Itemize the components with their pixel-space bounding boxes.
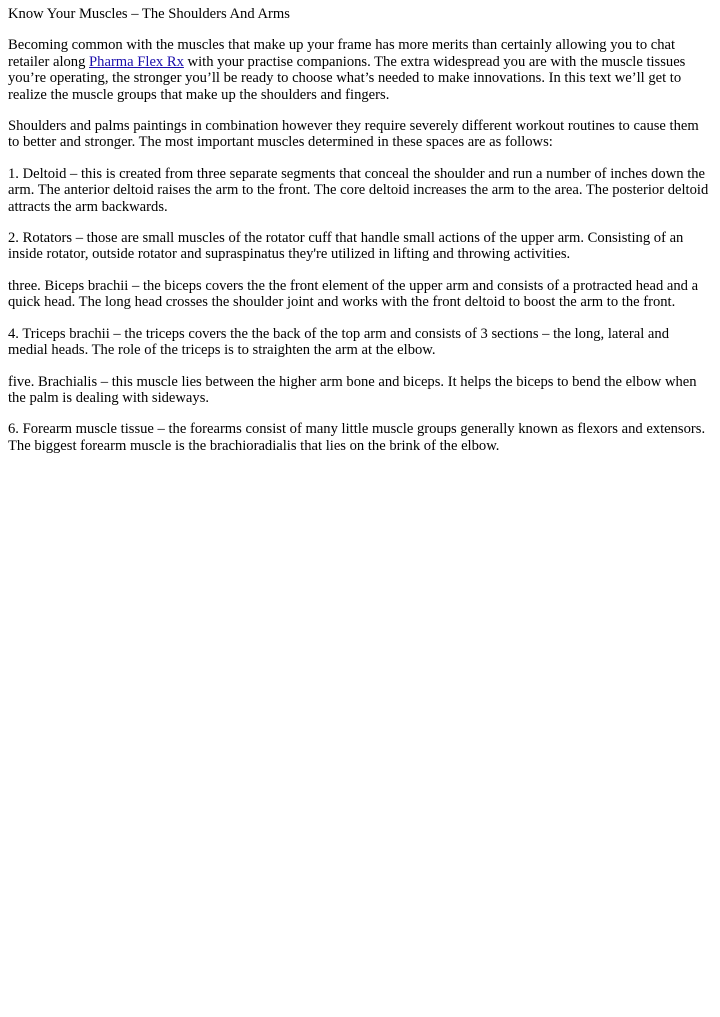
intro-paragraph	[8, 37, 712, 103]
pharma-flex-rx-link[interactable]: Pharma Flex Rx	[89, 53, 184, 70]
biceps-paragraph: three. Biceps brachii – the biceps covers the the front element of the upper arm and consists of a protracted head and a quick head. The long head crosses the shoulder joint and works with the front deltoid to boost the arm to the front.	[8, 277, 699, 311]
overview-paragraph: Shoulders and palms paintings in combination however they require severely different workout routines to cause them to better and stronger. The most important muscles determined in these spaces are as follows:	[8, 118, 699, 151]
brachialis-paragraph: five. Brachialis – this muscle lies between the higher arm bone and biceps. It helps the biceps to bend the elbow when the palm is dealing with sideways.	[8, 373, 697, 406]
triceps-paragraph: 4. Triceps brachii – the triceps covers the the back of the top arm and consists of 3 sections – the long, lateral and medial heads. The role of the triceps is to straighten the arm at the elbow.	[8, 325, 670, 359]
article	[8, 6, 712, 469]
intro-text-after-link: with your practise companions. The extra widespread you are with the muscle tissues you’re operating, the stronger you’ll be ready to choose what’s needed to make innovations. In this text we’ll get to realize the muscle groups that make up the shoulders and fingers.	[8, 53, 686, 103]
page-title: Know Your Muscles – The Shoulders And Arms	[8, 6, 290, 22]
rotators-paragraph: 2. Rotators – those are small muscles of the rotator cuff that handle small actions of the upper arm. Consisting of an inside rotator, outside rotator and supraspinatus they're utilized in lifting and throwing activities.	[8, 230, 684, 263]
forearm-paragraph: 6. Forearm muscle tissue – the forearms consist of many little muscle groups generally known as flexors and extensors. The biggest forearm muscle is the brachioradialis that lies on the brink of the elbow.	[8, 421, 706, 454]
intro-text-before-link: Becoming common with the muscles that make up your frame has more merits than certainly allowing you to chat retailer along	[8, 37, 676, 70]
deltoid-paragraph: 1. Deltoid – this is created from three separate segments that conceal the shoulder and run a number of inches down the arm. The anterior deltoid raises the arm to the front. The core deltoid increases the arm to the area. The posterior deltoid attracts the arm backwards.	[8, 165, 709, 215]
